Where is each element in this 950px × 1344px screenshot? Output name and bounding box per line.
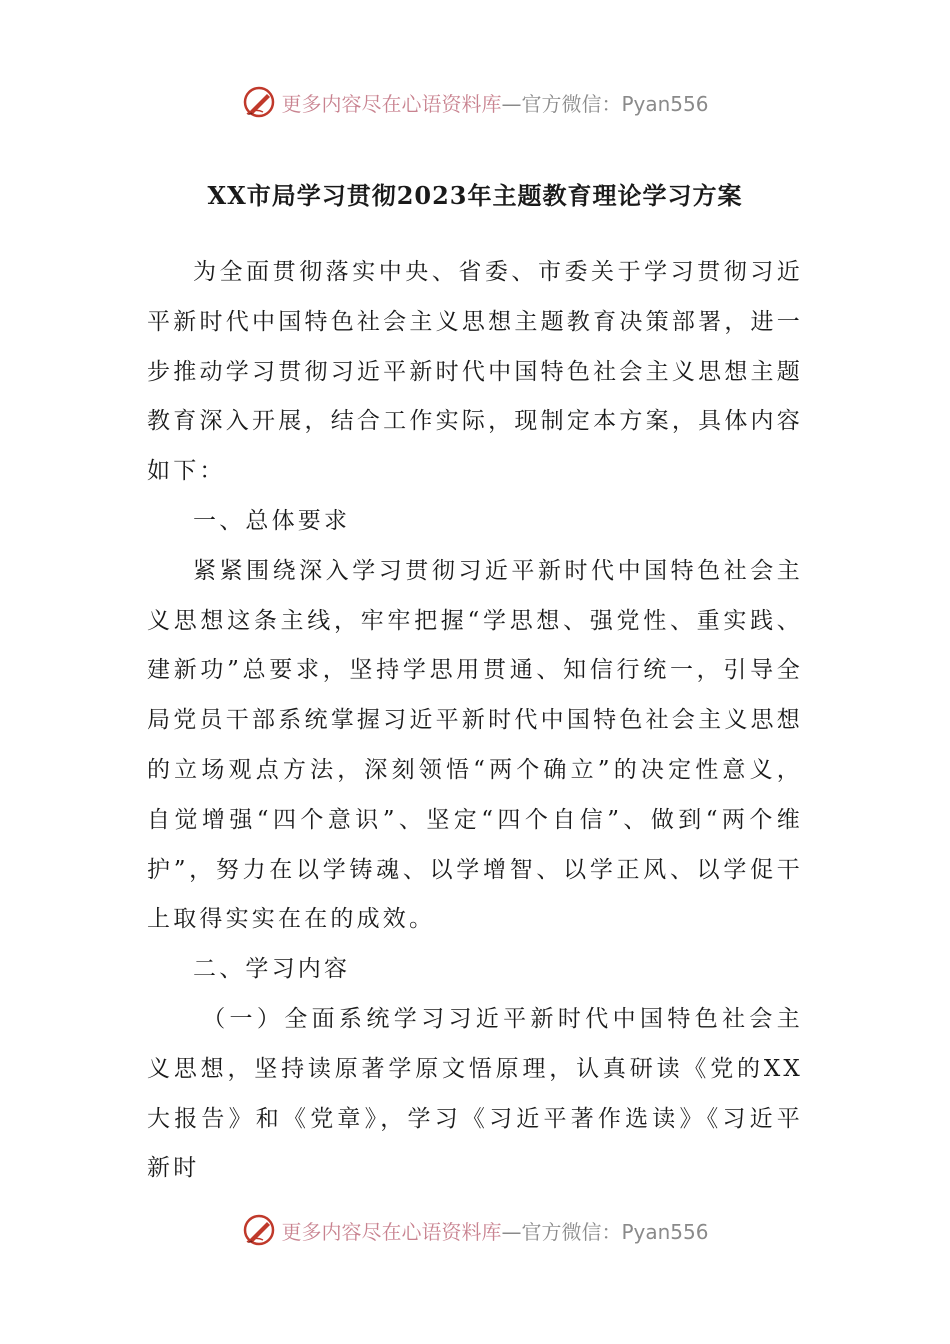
banner-text: 更多内容尽在心语资料库—官方微信：Pyan556: [281, 91, 709, 116]
banner-text: 更多内容尽在心语资料库—官方微信：Pyan556: [281, 1219, 709, 1244]
banner-subtext: —官方微信：Pyan556: [501, 1219, 709, 1244]
content-item-1: （一）全面系统学习习近平新时代中国特色社会主义思想，坚持读原著学原文悟原理，认真研读《党的XX大报告》和《党章》，学习《习近平著作选读》《习近平新时: [147, 1005, 803, 1182]
section-heading-1: 一、总体要求: [193, 507, 351, 534]
header-banner: [0, 82, 950, 122]
banner-subtext: —官方微信：Pyan556: [501, 91, 709, 116]
document-title: XX市局学习贯彻2023年主题教育理论学习方案: [207, 181, 743, 210]
section-heading-2: 二、学习内容: [193, 956, 351, 983]
document-body: [147, 248, 803, 1194]
requirements-paragraph: 紧紧围绕深入学习贯彻习近平新时代中国特色社会主义思想这条主线，牢牢把握“学思想、强党性、重实践、建新功”总要求，坚持学思用贯通、知信行统一，引导全局党员干部系统掌握习近平新时代中国特色社会主义思想的立场观点方法，深刻领悟“两个确立”的决定性意义，自觉增强“四个意识”、坚定“四个自信”、做到“两个维护”，努力在以学铸魂、以学增智、以学正风、以学促干上取得实实在在的成效。: [147, 557, 803, 933]
pen-logo-icon: [241, 1212, 277, 1248]
intro-paragraph: 为全面贯彻落实中央、省委、市委关于学习贯彻习近平新时代中国特色社会主义思想主题教育决策部署，进一步推动学习贯彻习近平新时代中国特色社会主义思想主题教育深入开展，结合工作实际，现制定本方案，具体内容如下：: [147, 259, 803, 485]
pen-logo-icon: [241, 84, 277, 120]
footer-banner: [0, 1210, 950, 1250]
